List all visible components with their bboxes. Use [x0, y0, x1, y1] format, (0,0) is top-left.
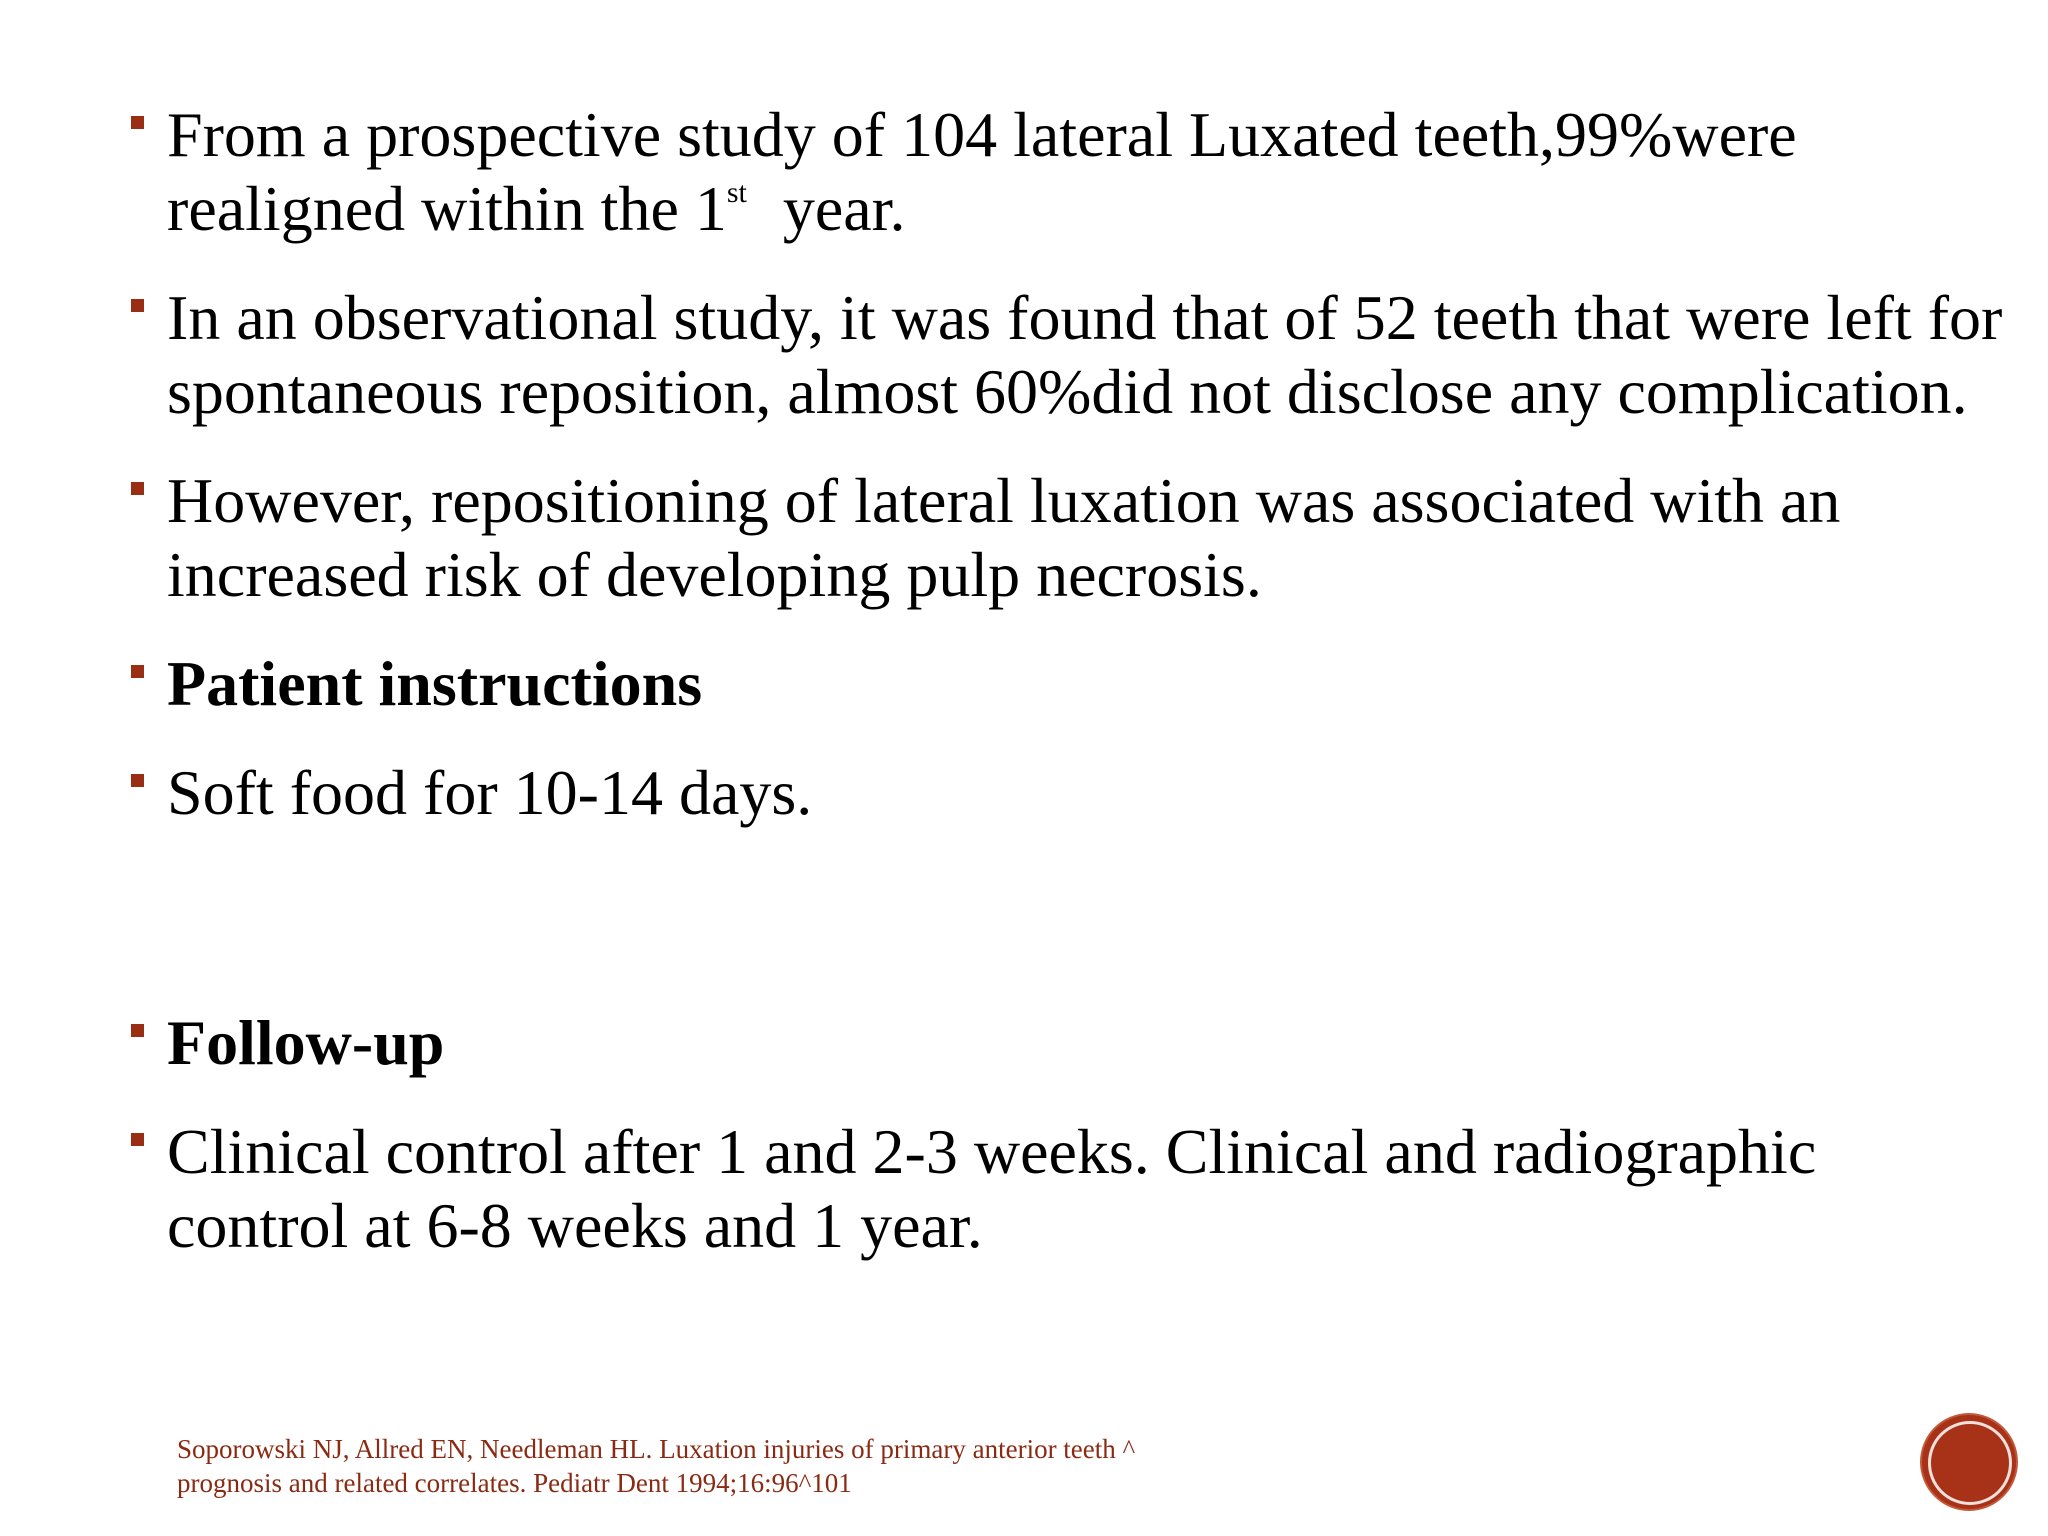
bullet-heading-patient-instructions — [125, 647, 2005, 721]
bullet-text: Follow-up — [167, 1007, 445, 1078]
citation — [177, 1432, 1277, 1500]
citation-line-2: prognosis and related correlates. Pediatr Dent 1994;16:96^101 — [177, 1468, 852, 1498]
badge-ring — [1928, 1421, 2012, 1505]
square-bullet-icon — [131, 1133, 144, 1146]
bullet-observational-study — [125, 281, 2005, 429]
bullet-pulp-necrosis-risk — [125, 464, 2005, 612]
square-bullet-icon — [131, 299, 144, 312]
square-bullet-icon — [131, 774, 144, 787]
square-bullet-icon — [131, 1024, 144, 1037]
citation-line-1: Soporowski NJ, Allred EN, Needleman HL. Luxation injuries of primary anterior teeth ^ — [177, 1434, 1136, 1464]
bullet-text: Patient instructions — [167, 648, 703, 719]
square-bullet-icon — [131, 482, 144, 495]
bullet-clinical-control — [125, 1115, 2005, 1263]
bullet-text: From a prospective study of 104 lateral Luxated teeth,99%were realigned within the 1st year. — [167, 99, 1797, 244]
superscript: st — [726, 176, 747, 209]
bullet-list — [125, 98, 2005, 1263]
square-bullet-icon — [131, 665, 144, 678]
bullet-text: In an observational study, it was found that of 52 teeth that were left for spontaneous reposition, almost 60%did not disclose any complication. — [167, 282, 2003, 427]
bullet-heading-follow-up — [125, 1006, 2005, 1080]
bullet-text: However, repositioning of lateral luxation was associated with an increased risk of developing pulp necrosis. — [167, 465, 1841, 610]
bullet-text: Clinical control after 1 and 2-3 weeks. Clinical and radiographic control at 6-8 weeks and 1 year. — [167, 1116, 1817, 1261]
slide-badge-circle-icon — [1922, 1415, 2016, 1509]
bullet-text: Soft food for 10-14 days. — [167, 757, 813, 828]
square-bullet-icon — [131, 116, 144, 129]
bullet-soft-food — [125, 756, 2005, 830]
bullet-prospective-study — [125, 98, 2005, 246]
